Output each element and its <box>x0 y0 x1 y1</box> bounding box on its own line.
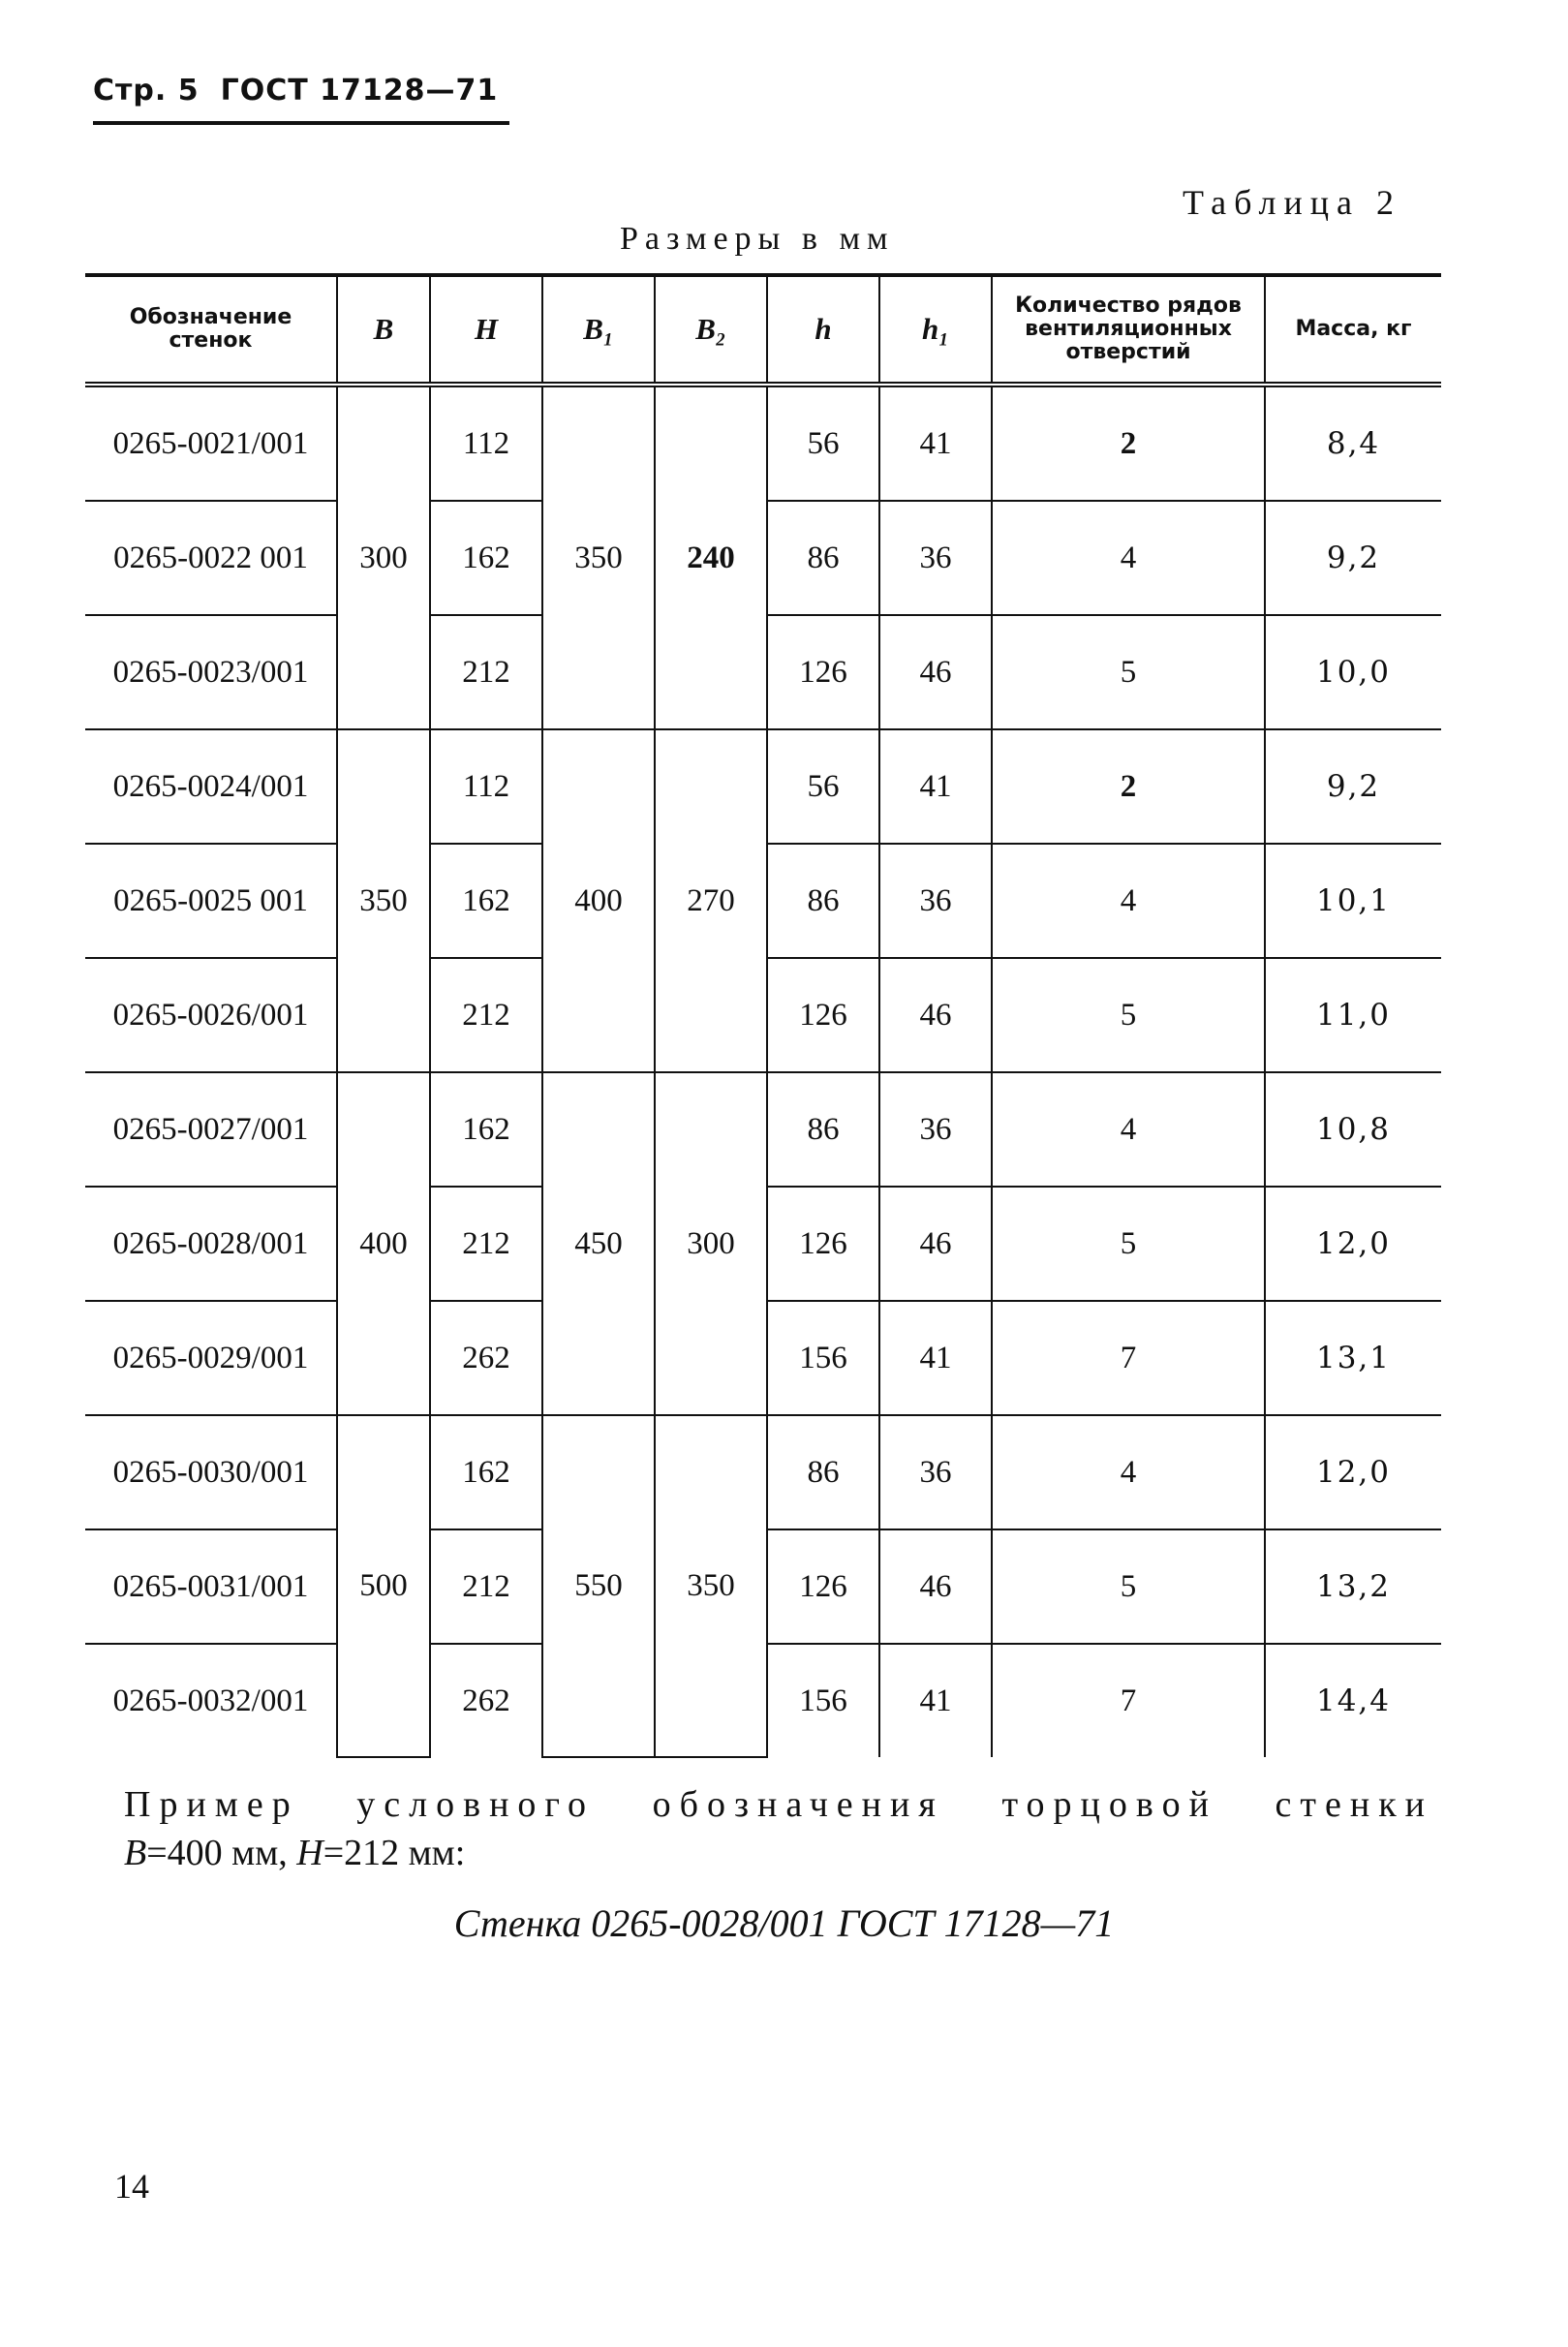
cell-b2: 350 <box>655 1415 767 1757</box>
cell-h1: 41 <box>879 1301 992 1415</box>
example-b-value: =400 мм, <box>146 1833 297 1873</box>
example-lead: Пример условного обозначения торцовой стенки <box>124 1784 1433 1825</box>
cell-b2: 270 <box>655 729 767 1072</box>
cell-b1: 450 <box>542 1072 655 1415</box>
cell-mass: 14,4 <box>1265 1644 1441 1757</box>
cell-h: 86 <box>767 1072 879 1187</box>
cell-h1: 46 <box>879 958 992 1072</box>
cell-vent-rows: 5 <box>992 615 1265 729</box>
cell-mass: 12,0 <box>1265 1187 1441 1301</box>
cell-h: 56 <box>767 385 879 501</box>
cell-h-height: 162 <box>430 501 542 615</box>
cell-b2: 240 <box>655 385 767 729</box>
cell-h1: 41 <box>879 1644 992 1757</box>
cell-b1: 550 <box>542 1415 655 1757</box>
cell-h: 86 <box>767 501 879 615</box>
table-caption: Таблица 2 <box>1183 183 1401 222</box>
cell-h-height: 212 <box>430 615 542 729</box>
cell-vent-rows: 4 <box>992 1072 1265 1187</box>
cell-b: 500 <box>337 1415 430 1757</box>
cell-vent-rows: 2 <box>992 385 1265 501</box>
example-h-value: =212 мм: <box>323 1833 466 1873</box>
col-header-designation: Обозначение стенок <box>85 275 337 385</box>
cell-mass: 10,0 <box>1265 615 1441 729</box>
cell-h: 86 <box>767 844 879 958</box>
col-header-h: h <box>767 275 879 385</box>
example-paragraph <box>124 1780 1433 1877</box>
col-header-b2: B₂ <box>655 275 767 385</box>
col-header-mass: Масса, кг <box>1265 275 1441 385</box>
cell-vent-rows: 2 <box>992 729 1265 844</box>
example-b-symbol: B <box>124 1833 147 1873</box>
cell-h: 56 <box>767 729 879 844</box>
cell-b2: 300 <box>655 1072 767 1415</box>
cell-mass: 10,1 <box>1265 844 1441 958</box>
col-header-h1: h₁ <box>879 275 992 385</box>
cell-h-height: 112 <box>430 385 542 501</box>
example-h-symbol: H <box>296 1833 323 1873</box>
cell-h-height: 162 <box>430 1415 542 1529</box>
cell-h1: 36 <box>879 1072 992 1187</box>
dimensions-table <box>85 273 1441 1758</box>
table-row <box>85 385 1441 501</box>
cell-designation: 0265-0023/001 <box>85 615 337 729</box>
cell-h1: 46 <box>879 615 992 729</box>
col-header-b: B <box>337 275 430 385</box>
table-body <box>85 385 1441 1757</box>
cell-h1: 41 <box>879 729 992 844</box>
cell-h-height: 162 <box>430 844 542 958</box>
cell-h: 126 <box>767 958 879 1072</box>
cell-designation: 0265-0030/001 <box>85 1415 337 1529</box>
cell-h-height: 112 <box>430 729 542 844</box>
cell-b1: 350 <box>542 385 655 729</box>
cell-mass: 12,0 <box>1265 1415 1441 1529</box>
col-header-vent-rows: Количество рядов вентиляционных отверстий <box>992 275 1265 385</box>
cell-designation: 0265-0022 001 <box>85 501 337 615</box>
cell-designation: 0265-0028/001 <box>85 1187 337 1301</box>
cell-h1: 46 <box>879 1529 992 1644</box>
cell-designation: 0265-0029/001 <box>85 1301 337 1415</box>
cell-mass: 9,2 <box>1265 729 1441 844</box>
cell-h: 126 <box>767 1187 879 1301</box>
cell-mass: 11,0 <box>1265 958 1441 1072</box>
page-label: Стр. 5 <box>93 74 200 108</box>
table-row <box>85 1415 1441 1529</box>
cell-vent-rows: 7 <box>992 1644 1265 1757</box>
col-header-h-height: H <box>430 275 542 385</box>
table-row <box>85 729 1441 844</box>
cell-h: 86 <box>767 1415 879 1529</box>
col-header-b1: B₁ <box>542 275 655 385</box>
cell-designation: 0265-0021/001 <box>85 385 337 501</box>
cell-h: 156 <box>767 1644 879 1757</box>
cell-h1: 36 <box>879 501 992 615</box>
cell-vent-rows: 4 <box>992 501 1265 615</box>
cell-designation: 0265-0026/001 <box>85 958 337 1072</box>
cell-designation: 0265-0025 001 <box>85 844 337 958</box>
cell-mass: 9,2 <box>1265 501 1441 615</box>
cell-designation: 0265-0024/001 <box>85 729 337 844</box>
cell-h1: 36 <box>879 1415 992 1529</box>
cell-b1: 400 <box>542 729 655 1072</box>
example-parameters <box>124 1829 1433 1877</box>
cell-vent-rows: 7 <box>992 1301 1265 1415</box>
cell-vent-rows: 4 <box>992 844 1265 958</box>
cell-vent-rows: 5 <box>992 1529 1265 1644</box>
cell-mass: 13,2 <box>1265 1529 1441 1644</box>
cell-h: 156 <box>767 1301 879 1415</box>
cell-h1: 41 <box>879 385 992 501</box>
standard-reference: ГОСТ 17128—71 <box>220 74 499 108</box>
cell-b: 300 <box>337 385 430 729</box>
page-header <box>93 74 509 125</box>
cell-h-height: 262 <box>430 1644 542 1757</box>
cell-h: 126 <box>767 615 879 729</box>
cell-h-height: 262 <box>430 1301 542 1415</box>
example-designation: Стенка 0265-0028/001 ГОСТ 17128—71 <box>453 1901 1115 1945</box>
page-number: 14 <box>114 2167 149 2206</box>
cell-h-height: 162 <box>430 1072 542 1187</box>
cell-b: 350 <box>337 729 430 1072</box>
cell-vent-rows: 5 <box>992 958 1265 1072</box>
cell-vent-rows: 4 <box>992 1415 1265 1529</box>
cell-vent-rows: 5 <box>992 1187 1265 1301</box>
units-caption: Размеры в мм <box>620 221 895 257</box>
cell-h: 126 <box>767 1529 879 1644</box>
cell-designation: 0265-0031/001 <box>85 1529 337 1644</box>
cell-mass: 13,1 <box>1265 1301 1441 1415</box>
cell-mass: 8,4 <box>1265 385 1441 501</box>
cell-designation: 0265-0032/001 <box>112 1683 309 1718</box>
cell-h-height: 212 <box>430 1529 542 1644</box>
cell-h-height: 212 <box>430 1187 542 1301</box>
cell-h-height: 212 <box>430 958 542 1072</box>
cell-h1: 36 <box>879 844 992 958</box>
cell-h1: 46 <box>879 1187 992 1301</box>
cell-designation: 0265-0027/001 <box>85 1072 337 1187</box>
cell-mass: 10,8 <box>1265 1072 1441 1187</box>
table-row <box>85 1072 1441 1187</box>
cell-b: 400 <box>337 1072 430 1415</box>
table-header-row <box>85 275 1441 385</box>
